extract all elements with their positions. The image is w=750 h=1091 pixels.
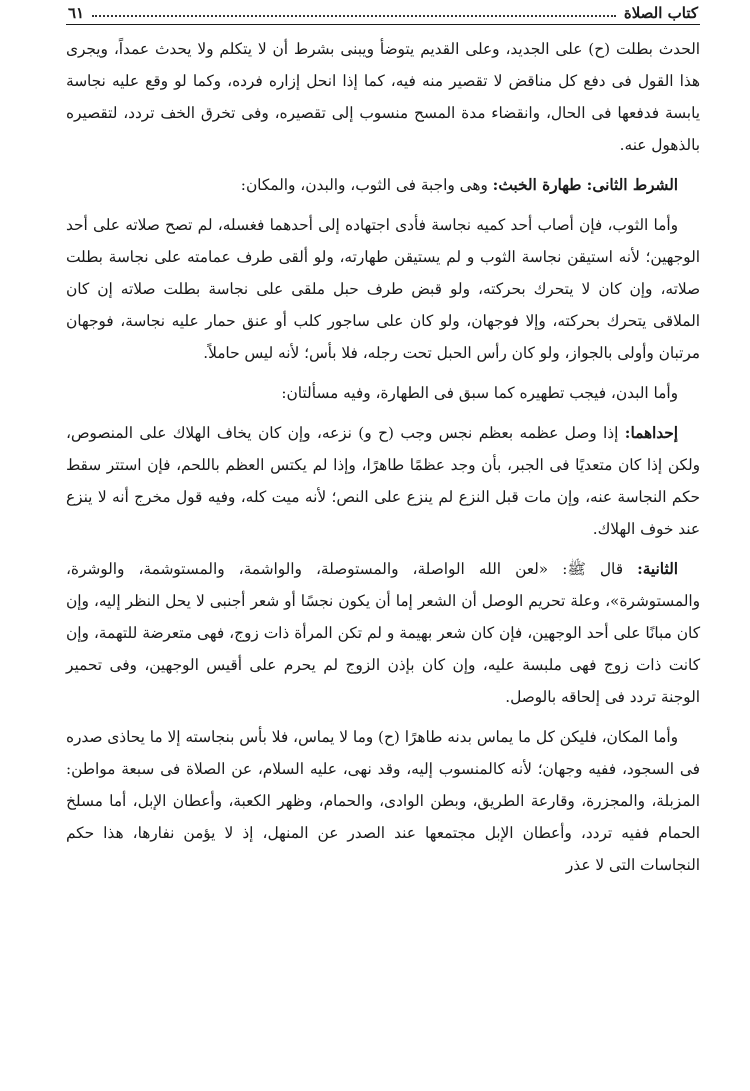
- paragraph: وأما الثوب، فإن أصاب أحد كميه نجاسة فأدى اجتهاده إلى أحدهما فغسله، لم تصح صلاته على أحد الوجهين؛ لأنه استيقن نجاسة الثوب و لم يستيقن طهارته، ولو ألقى طرف عمامته على نجاسة بطلت صلاته، وإن كان لا يتحرك بحركته، ولو قبض طرف حبل ملقى على نجاسة بطلت صلاته إن كان الملاقى يتحرك بحركته، وإلا فوجهان، ولو كان على ساجور كلب أو عنق حمار عليه نجاسة، فوجهان مرتبان وأولى بالجواز، ولو كان رأس الحبل تحت رجله، فلا بأس؛ لأنه ليس حاملاً.: [66, 216, 700, 362]
- page-body: [66, 33, 700, 881]
- issue-heading: إحداهما:: [624, 424, 678, 442]
- section-heading: الشرط الثانى: طهارة الخبث:: [492, 176, 678, 194]
- paragraph: الثانية: قال ﷺ: «لعن الله الواصلة، والمستوصلة، والواشمة، والمستوشمة، والوشرة، والمستوشرة»، وعلة تحريم الوصل أن الشعر إما أن يكون نجسًا أو شعر أجنبى لا يحل النظر إليه، وإن كان مبانًا على أحد الوجهين، فإن كان شعر بهيمة و لم تكن المرأة ذات زوج، فهى متعرضة للتهمة، وإن كانت ذات زوج فهى ملبسة عليه، وإن كان بإذن الزوج لم يحرم على أقيس الوجهين، وفى تحمير الوجنة تردد فى إلحاقه بالوصل.: [66, 560, 700, 706]
- running-header: [66, 2, 700, 25]
- paragraph: وأما البدن، فيجب تطهيره كما سبق فى الطهارة، وفيه مسألتان:: [281, 384, 678, 402]
- header-dot-leader: [92, 15, 616, 17]
- paragraph: الحدث بطلت (ح) على الجديد، وعلى القديم يتوضأ ويبنى بشرط أن لا يتكلم ولا يحدث عمداً، ويجرى هذا القول فى دفع كل مناقض لا تقصير منه فيه، كما إذا انحل إزاره فرده، وكما لو وقع عليه نجاسة يابسة فدفعها فى الحال، وانقضاء مدة المسح منسوب إلى تقصيره، وفى تخرق الخف تردد، لتقصيره بالذهول عنه.: [66, 40, 700, 154]
- book-title: كتاب الصلاة: [623, 4, 698, 22]
- paragraph: الشرط الثانى: طهارة الخبث: وهى واجبة فى الثوب، والبدن، والمكان:: [240, 176, 678, 194]
- paragraph: إحداهما: إذا وصل عظمه بعظم نجس وجب (ح و) نزعه، وإن كان يخاف الهلاك على المنصوص، ولكن إذا كان متعديًا فى الجبر، بأن وجد عظمًا طاهرًا، وإذا لم يكتس العظم باللحم، فإن استتر سقط حكم النجاسة عنه، وإن مات قبل النزع لم ينزع على النص؛ لأنه ميت كله، وفيه قول مخرج أنه لا ينزع عند خوف الهلاك.: [66, 424, 700, 538]
- issue-heading: الثانية:: [637, 560, 678, 578]
- book-page: [66, 0, 700, 889]
- paragraph: وأما المكان، فليكن كل ما يماس بدنه طاهرًا (ح) وما لا يماس، فلا بأس بنجاسته إلا ما يحاذى صدره فى السجود، ففيه وجهان؛ لأنه كالمنسوب إليه، وقد نهى، عليه السلام، عن الصلاة فى سبعة مواطن: المزبلة، والمجزرة، وقارعة الطريق، وبطن الوادى، والحمام، وظهر الكعبة، وأعطان الإبل، أما مسلخ الحمام ففيه تردد، وأعطان الإبل مجتمعها عند الصدر عن المنهل، إذ لا يؤمن نفارها، هذا حكم النجاسات التى لا عذر: [66, 728, 700, 874]
- page-number: ٦١: [68, 4, 85, 22]
